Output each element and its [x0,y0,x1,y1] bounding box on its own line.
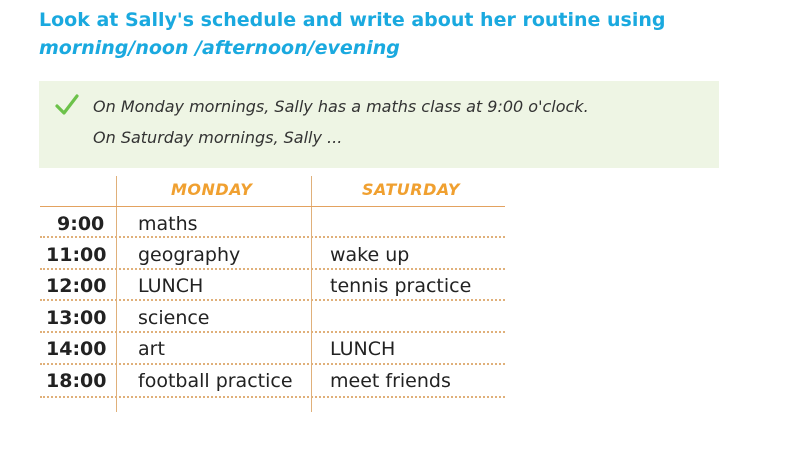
header-monday: MONDAY [171,180,253,199]
column-divider [116,176,117,412]
time-cell: 13:00 [46,307,107,329]
time-cell: 18:00 [46,370,107,392]
time-cell: 12:00 [46,275,107,297]
column-divider [311,176,312,412]
monday-cell: maths [138,213,198,235]
monday-cell: art [138,338,165,360]
time-cell: 14:00 [46,338,107,360]
example-box [39,81,719,168]
saturday-cell: tennis practice [330,275,472,297]
time-cell: 9:00 [57,213,105,235]
instruction-lead: Look at Sally's schedule and write about her routine using [39,9,666,31]
example-line-2: On Saturday mornings, Sally ... [93,128,343,147]
monday-cell: science [138,307,210,329]
row-divider [40,396,505,398]
row-divider [40,363,505,365]
header-saturday: SATURDAY [362,180,461,199]
monday-cell: geography [138,244,241,266]
schedule-table [40,176,505,412]
saturday-cell: LUNCH [330,338,396,360]
row-divider [40,236,505,238]
example-line-1: On Monday mornings, Sally has a maths class at 9:00 o'clock. [93,97,589,116]
check-icon [55,93,79,117]
instruction-heading [39,6,739,62]
instruction-emphasis: morning/noon /afternoon/evening [39,37,400,59]
row-divider [40,299,505,301]
row-divider [40,268,505,270]
row-divider [40,331,505,333]
time-cell: 11:00 [46,244,107,266]
monday-cell: LUNCH [138,275,204,297]
saturday-cell: meet friends [330,370,451,392]
header-rule [40,206,505,207]
monday-cell: football practice [138,370,293,392]
saturday-cell: wake up [330,244,410,266]
